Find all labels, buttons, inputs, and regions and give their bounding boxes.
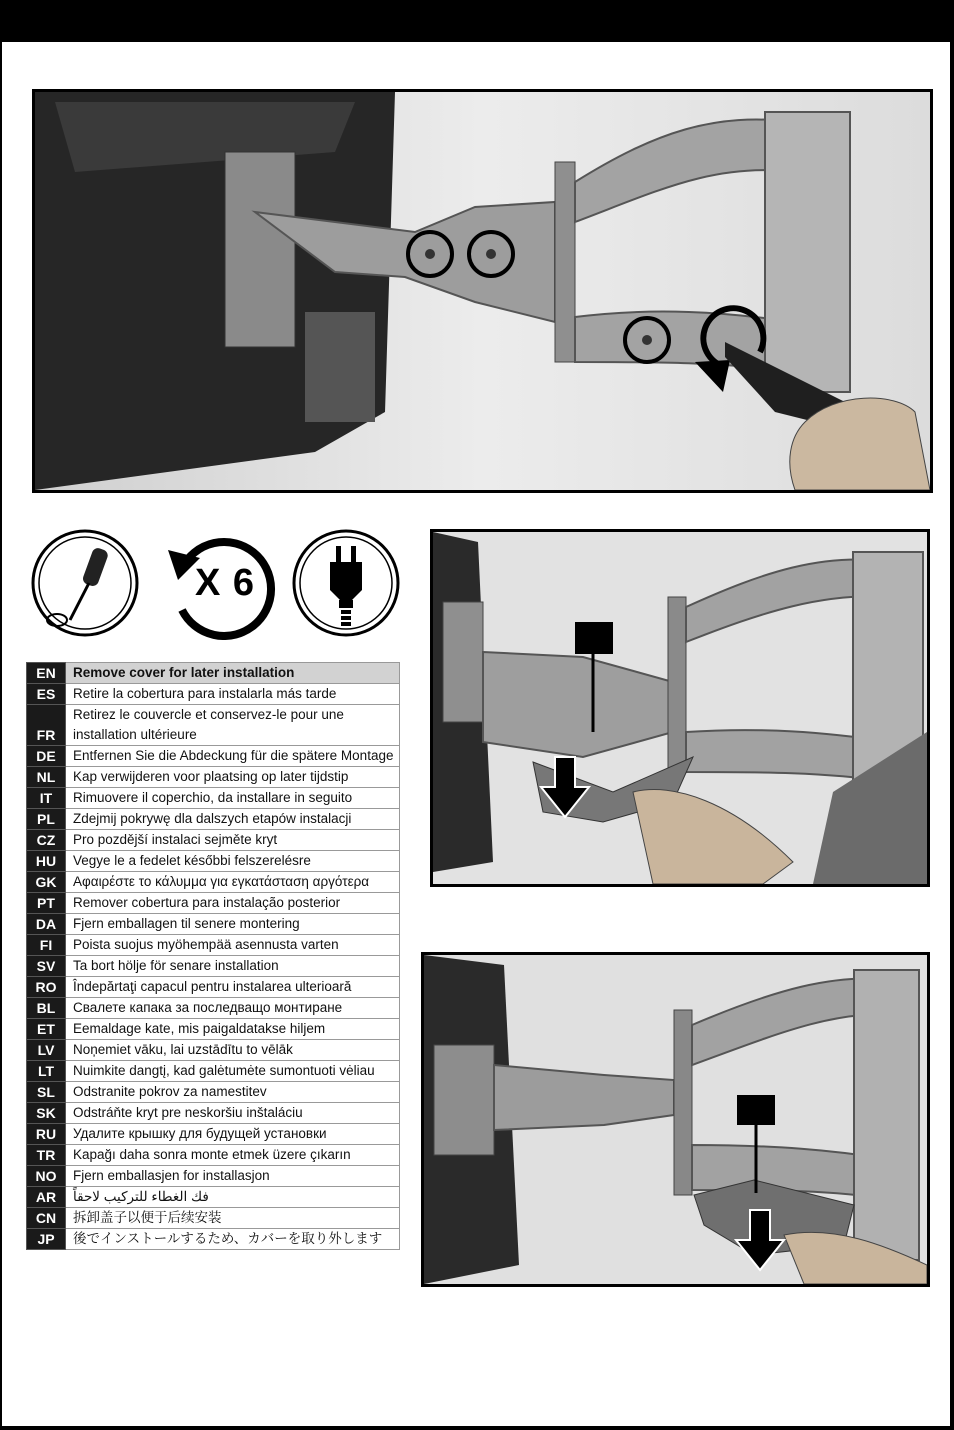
language-code: SL [27,1082,66,1103]
instruction-text: Remover cobertura para instalação posterior [66,893,400,914]
language-table [26,662,400,1250]
language-code: JP [27,1229,66,1250]
language-code: RO [27,977,66,998]
language-code: PT [27,893,66,914]
language-row-fi [27,935,400,956]
instruction-text: Fjern emballagen til senere montering [66,914,400,935]
language-code: ES [27,684,66,705]
language-row-en [27,663,400,684]
language-code: GK [27,872,66,893]
instruction-text: Fjern emballasjen for installasjon [66,1166,400,1187]
language-row-da [27,914,400,935]
language-row-lv [27,1040,400,1061]
language-row-it [27,788,400,809]
language-code: ET [27,1019,66,1040]
step-photo-2 [421,952,930,1287]
instruction-text: Odstráňte kryt pre neskoršiu inštaláciu [66,1103,400,1124]
instruction-text: Zdejmij pokrywę dla dalszych etapów instalacji [66,809,400,830]
language-row-ru [27,1124,400,1145]
language-row-gk [27,872,400,893]
language-row-pl [27,809,400,830]
instruction-text: Kap verwijderen voor plaatsing op later tijdstip [66,767,400,788]
instruction-text: Pro pozdější instalaci sejměte kryt [66,830,400,851]
instruction-text: فك الغطاء للتركيب لاحقاً [66,1187,400,1208]
instruction-text: Eemaldage kate, mis paigaldatakse hiljem [66,1019,400,1040]
language-row-bl [27,998,400,1019]
instruction-text: Удалите крышку для будущей установки [66,1124,400,1145]
language-code: SK [27,1103,66,1124]
language-code: HU [27,851,66,872]
language-row-sv [27,956,400,977]
language-row-sk [27,1103,400,1124]
language-code: FR [27,705,66,746]
language-row-de [27,746,400,767]
instruction-text: Свалете капака за последващо монтиране [66,998,400,1019]
instruction-text: Entfernen Sie die Abdeckung für die spätere Montage [66,746,400,767]
instruction-text: Vegye le a fedelet későbbi felszerelésre [66,851,400,872]
language-code: SV [27,956,66,977]
instruction-text: Noņemiet vāku, lai uzstādītu to vēlāk [66,1040,400,1061]
language-code: RU [27,1124,66,1145]
language-code: BL [27,998,66,1019]
language-row-pt [27,893,400,914]
language-code: EN [27,663,66,684]
unplug-icon [286,528,408,638]
language-row-ar [27,1187,400,1208]
language-row-no [27,1166,400,1187]
instruction-text: Remove cover for later installation [66,663,400,684]
language-row-jp [27,1229,400,1250]
language-code: TR [27,1145,66,1166]
language-code: CN [27,1208,66,1229]
language-code: FI [27,935,66,956]
language-code: LV [27,1040,66,1061]
instruction-text: Αφαιρέστε το κάλυμμα για εγκατάσταση αργότερα [66,872,400,893]
step-photo-1 [430,529,930,887]
main-photo [32,89,933,493]
language-row-fr [27,705,400,746]
language-code: IT [27,788,66,809]
language-code: PL [27,809,66,830]
instruction-text: Kapağı daha sonra monte etmek üzere çıkarın [66,1145,400,1166]
instruction-text: Nuimkite dangtį, kad galėtumėte sumontuoti vėliau [66,1061,400,1082]
language-row-sl [27,1082,400,1103]
language-row-cz [27,830,400,851]
instruction-text: Retirez le couvercle et conservez-le pour une installation ultérieure [66,705,400,746]
language-code: AR [27,1187,66,1208]
language-code: DA [27,914,66,935]
language-row-ro [27,977,400,998]
instruction-text: Poista suojus myöhempää asennusta varten [66,935,400,956]
language-code: NO [27,1166,66,1187]
language-code: NL [27,767,66,788]
instruction-text: Ta bort hölje för senare installation [66,956,400,977]
instruction-text: Retire la cobertura para instalarla más tarde [66,684,400,705]
instruction-text: Rimuovere il coperchio, da installare in seguito [66,788,400,809]
instruction-text: Îndepărtaţi capacul pentru instalarea ulterioară [66,977,400,998]
language-row-tr [27,1145,400,1166]
language-row-hu [27,851,400,872]
language-row-es [27,684,400,705]
language-row-nl [27,767,400,788]
instruction-text: 拆卸盖子以便于后续安装 [66,1208,400,1229]
language-code: DE [27,746,66,767]
language-code: LT [27,1061,66,1082]
screwdriver-icon [25,528,147,638]
language-row-et [27,1019,400,1040]
instruction-text: 後でインストールするため、カバーを取り外します [66,1229,400,1250]
instruction-text: Odstranite pokrov za namestitev [66,1082,400,1103]
language-row-cn [27,1208,400,1229]
language-row-lt [27,1061,400,1082]
language-code: CZ [27,830,66,851]
rotate-count-label: X 6 [194,562,256,604]
